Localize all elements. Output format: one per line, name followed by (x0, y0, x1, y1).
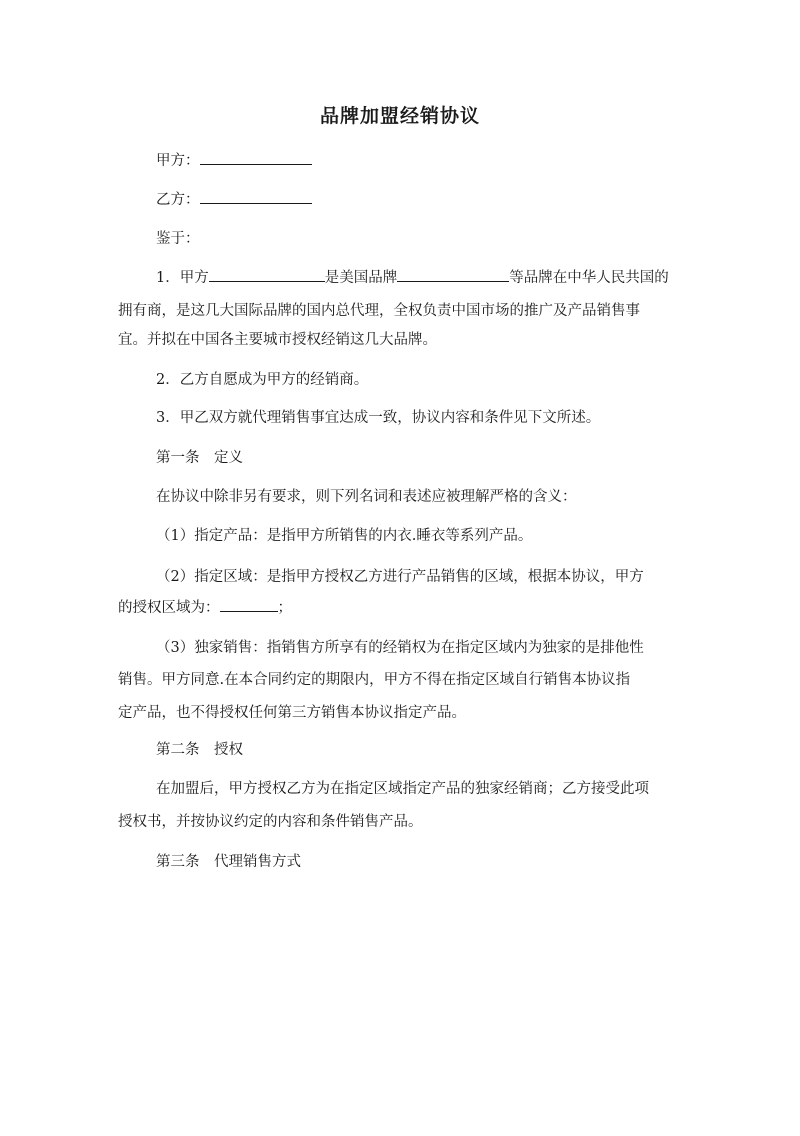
whereas-label: 鉴于： (156, 231, 200, 247)
def2-end: ； (277, 600, 292, 616)
definition-3-line1: （3）独家销售：指销售方所享有的经销权为在指定区域内为独家的是排他性 (156, 640, 644, 656)
article2-heading: 第二条 授权 (156, 742, 243, 758)
party-a-line (156, 150, 312, 171)
item2: 2．乙方自愿成为甲方的经销商。 (156, 372, 369, 388)
definition-1: （1）指定产品：是指甲方所销售的内衣.睡衣等系列产品。 (156, 528, 533, 544)
item1-blank2 (397, 267, 509, 282)
party-b-blank (200, 189, 312, 204)
item1-blank1 (209, 267, 325, 282)
definition-2-line2 (118, 597, 292, 618)
article3-heading: 第三条 代理销售方式 (156, 854, 301, 870)
party-a-label: 甲方： (156, 153, 200, 169)
item1-part1: 1．甲方 (156, 270, 209, 286)
definition-3-line3: 定产品，也不得授权任何第三方销售本协议指定产品。 (118, 705, 466, 721)
def2-text: 的授权区域为： (118, 600, 220, 616)
item1-line1 (156, 267, 669, 288)
article2-line1: 在加盟后，甲方授权乙方为在指定区域指定产品的独家经销商；乙方接受此项 (156, 781, 649, 797)
definition-3-line2: 销售。甲方同意.在本合同约定的期限内，甲方不得在指定区域自行销售本协议指 (118, 672, 631, 688)
region-blank (220, 597, 278, 612)
item1-line2: 拥有商，是这几大国际品牌的国内总代理，全权负责中国市场的推广及产品销售事 (118, 303, 640, 319)
item1-part2: 是美国品牌 (324, 270, 398, 286)
party-a-blank (200, 150, 312, 165)
party-b-label: 乙方： (156, 192, 200, 208)
item3: 3．甲乙双方就代理销售事宜达成一致，协议内容和条件见下文所述。 (156, 410, 601, 426)
definition-2-line1: （2）指定区域：是指甲方授权乙方进行产品销售的区域，根据本协议，甲方 (156, 569, 644, 585)
party-b-line (156, 189, 312, 210)
document-title: 品牌加盟经销协议 (319, 105, 480, 127)
article1-intro: 在协议中除非另有要求，则下列名词和表述应被理解严格的含义： (156, 489, 577, 505)
article2-line2: 授权书，并按协议约定的内容和条件销售产品。 (118, 814, 423, 830)
item1-line3: 宜。并拟在中国各主要城市授权经销这几大品牌。 (118, 332, 437, 348)
article1-heading: 第一条 定义 (156, 450, 243, 466)
item1-part3: 等品牌在中华人民共国的 (509, 270, 669, 286)
